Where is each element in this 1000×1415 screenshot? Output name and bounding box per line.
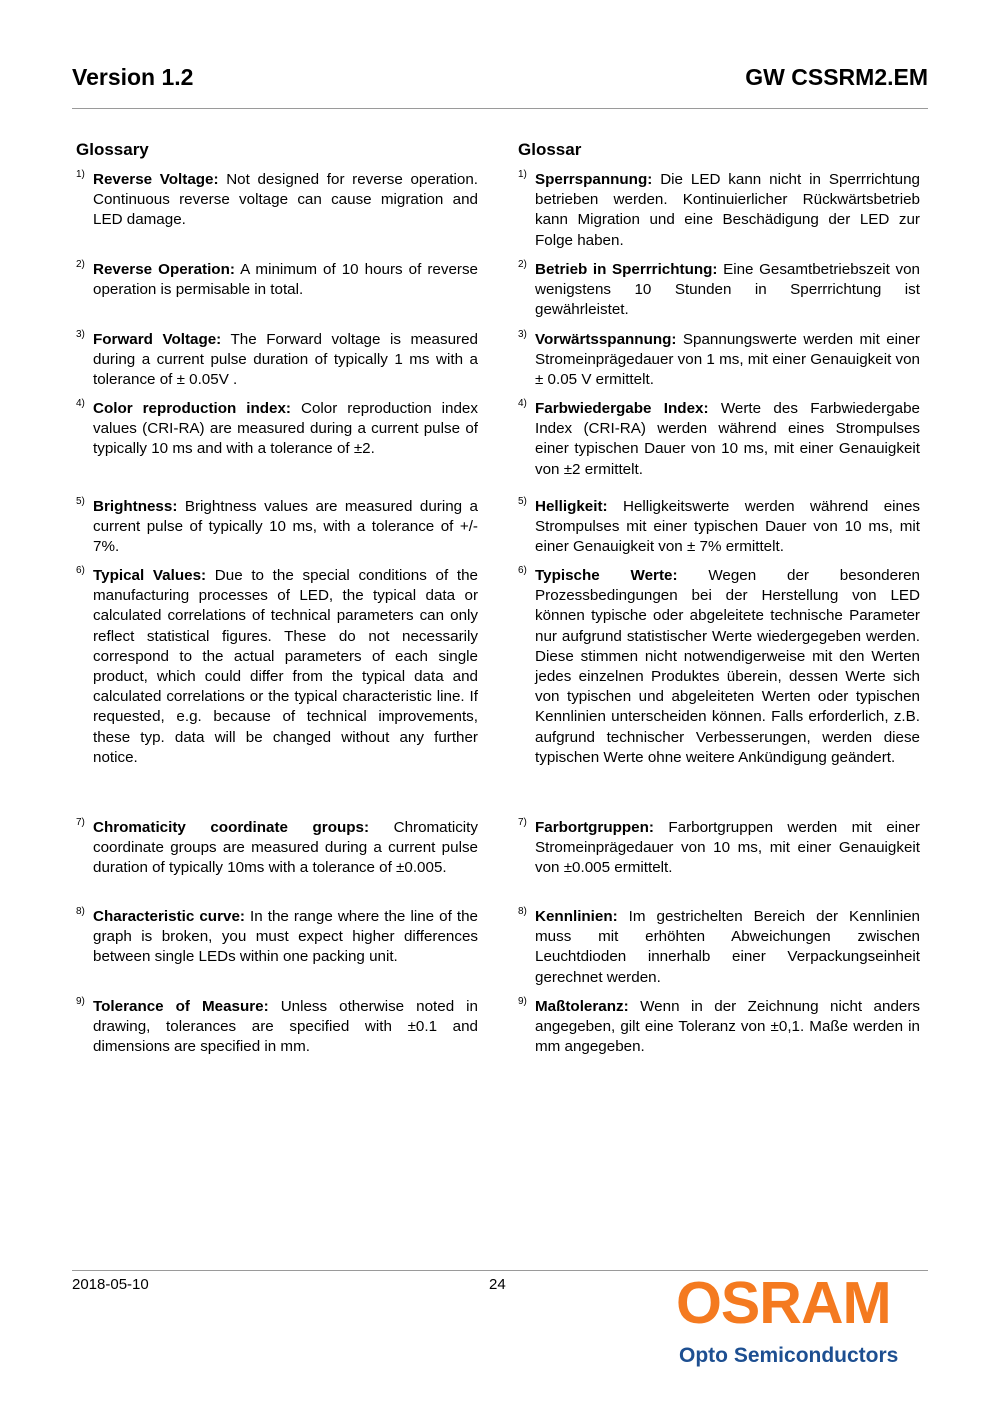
glossar-term: Sperrspannung: — [535, 171, 653, 188]
page-number: 24 — [489, 1276, 506, 1293]
glossary-item: 4) Color reproduction index: Color reproduction index values (CRI-RA) are measured during a current pulse of typically 10 ms and with a tolerance of ±2. — [76, 398, 478, 458]
glossar-item: 1) Sperrspannung: Die LED kann nicht in Sperrrichtung betrieben werden. Kontinuierlicher Rückwärtsbetrieb kann Migration und eine Beschädigung der LED zur Folge haben. — [518, 169, 920, 249]
glossary-item: 8) Characteristic curve: In the range where the line of the graph is broken, you must expect higher differences between single LEDs within one packing unit. — [76, 906, 478, 966]
footer-date: 2018-05-10 — [72, 1276, 149, 1293]
glossar-term: Maßtoleranz: — [535, 998, 629, 1015]
glossar-title: Glossar — [518, 140, 582, 159]
glossary-definition: The Forward voltage is measured during a current pulse duration of typically 1 ms with a tolerance of ± 0.05V . — [93, 331, 478, 389]
glossar-definition: Wegen der besonderen Prozessbedingungen bei der Herstellung von LED können typische oder abgeleitete technische Parameter nur aufgrund statistischer Werte wiedergegeben werden. Diese stimmen nicht notwendigerweise mit den Werten jedes einzelnen Produktes überein, dessen Werte sich von typischen und abgeleiteten Werten oder typischen Kennlinien unterscheiden können. Falls erforderlich, z.B. aufgrund technischer Verbesserungen, werden diese typischen Werte ohne weitere Ankündigung geändert. — [535, 567, 920, 766]
glossar-definition: Die LED kann nicht in Sperrrichtung betrieben werden. Kontinuierlicher Rückwärtsbetrieb kann Migration und eine Beschädigung der LED zur Folge haben. — [535, 171, 920, 249]
glossar-definition: Eine Gesamtbetriebszeit von wenigstens 10 Stunden in Sperrrichtung ist gewährleistet. — [535, 261, 920, 319]
glossary-term: Reverse Operation: — [93, 261, 235, 278]
glossary-term: Color reproduction index: — [93, 400, 291, 417]
osram-logo — [676, 1268, 938, 1380]
glossary-term: Reverse Voltage: — [93, 171, 219, 188]
glossar-term: Farbwiedergabe Index: — [535, 400, 709, 417]
glossary-term: Forward Voltage: — [93, 331, 222, 348]
glossar-term: Farbortgruppen: — [535, 819, 654, 836]
part-number: GW CSSRM2.EM — [745, 64, 928, 90]
glossary-definition: Brightness values are measured during a current pulse of typically 10 ms, with a tolerance of +/- 7%. — [93, 498, 478, 556]
glossar-item: 9) Maßtoleranz: Wenn in der Zeichnung nicht anders angegeben, gilt eine Toleranz von ±0,1. Maße werden in mm angegeben. — [518, 996, 920, 1056]
glossary-definition: A minimum of 10 hours of reverse operation is permisable in total. — [93, 261, 478, 299]
glossar-item: 4) Farbwiedergabe Index: Werte des Farbwiedergabe Index (CRI-RA) werden während eines Strompulses einer typischen Dauer von 10 ms, mit einer Genauigkeit von ±2 ermittelt. — [518, 398, 920, 478]
document-version: Version 1.2 — [72, 64, 194, 90]
glossar-definition: Werte des Farbwiedergabe Index (CRI-RA) werden während eines Strompulses einer typischen Dauer von 10 ms, mit einer Genauigkeit von ±2 ermittelt. — [535, 400, 920, 478]
glossary-term: Tolerance of Measure: — [93, 998, 269, 1015]
glossar-definition: Wenn in der Zeichnung nicht anders angegeben, gilt eine Toleranz von ±0,1. Maße werden in mm angegeben. — [535, 998, 920, 1056]
glossar-term: Helligkeit: — [535, 498, 608, 515]
glossary-definition: Color reproduction index values (CRI-RA) are measured during a current pulse of typically 10 ms and with a tolerance of ±2. — [93, 400, 478, 458]
glossar-term: Betrieb in Sperrrichtung: — [535, 261, 718, 278]
glossary-item: 2) Reverse Operation: A minimum of 10 hours of reverse operation is permisable in total. — [76, 259, 478, 299]
glossary-title: Glossary — [76, 140, 149, 159]
logo-brand-text: OSRAM — [676, 1270, 891, 1336]
logo-division-text: Opto Semiconductors — [679, 1344, 899, 1367]
glossar-term: Typische Werte: — [535, 567, 678, 584]
glossary-item: 5) Brightness: Brightness values are measured during a current pulse of typically 10 ms, with a tolerance of +/- 7%. — [76, 496, 478, 556]
glossar-item: 2) Betrieb in Sperrrichtung: Eine Gesamtbetriebszeit von wenigstens 10 Stunden in Sperrrichtung ist gewährleistet. — [518, 259, 920, 319]
glossary-term: Typical Values: — [93, 567, 207, 584]
glossary-term: Chromaticity coordinate groups: — [93, 819, 370, 836]
glossary-item: 7) Chromaticity coordinate groups: Chromaticity coordinate groups are measured during a current pulse duration of typically 10ms with a tolerance of ±0.005. — [76, 817, 478, 877]
glossary-item: 1) Reverse Voltage: Not designed for reverse operation. Continuous reverse voltage can cause migration and LED damage. — [76, 169, 478, 229]
glossar-term: Vorwärtsspannung: — [535, 331, 677, 348]
glossary-item: 9) Tolerance of Measure: Unless otherwise noted in drawing, tolerances are specified with ±0.1 and dimensions are specified in mm. — [76, 996, 478, 1056]
glossary-item: 3) Forward Voltage: The Forward voltage is measured during a current pulse duration of typically 1 ms with a tolerance of ± 0.05V . — [76, 329, 478, 389]
glossary-definition: Not designed for reverse operation. Continuous reverse voltage can cause migration and LED damage. — [93, 171, 478, 229]
glossar-definition: Farbortgruppen werden mit einer Stromeinprägedauer von 10 ms, mit einer Genauigkeit von ±0.005 ermittelt. — [535, 819, 920, 877]
glossar-definition: Helligkeitswerte werden während eines Strompulses mit einer typischen Dauer von 10 ms, mit einer Genauigkeit von ± 7% ermittelt. — [535, 498, 920, 556]
glossary-definition: Chromaticity coordinate groups are measured during a current pulse duration of typically 10ms with a tolerance of ±0.005. — [93, 819, 478, 877]
glossary-term: Characteristic curve: — [93, 908, 245, 925]
glossar-item: 5) Helligkeit: Helligkeitswerte werden während eines Strompulses mit einer typischen Dauer von 10 ms, mit einer Genauigkeit von ± 7% ermittelt. — [518, 496, 920, 556]
glossary-definition: Due to the special conditions of the manufacturing processes of LED, the typical data or calculated correlations of technical parameters can only reflect statistical figures. These do not necessarily correspond to the actual parameters of each single product, which could differ from the typical data and calculated correlations or the typical characteristic line. If requested, e.g. because of technical improvements, these typ. data will be changed without any further notice. — [93, 567, 478, 766]
glossar-definition: Im gestrichelten Bereich der Kennlinien muss mit erhöhten Abweichungen zwischen Leuchtdioden innerhalb einer Verpackungseinheit gerechnet werden. — [535, 908, 920, 986]
header-divider — [72, 108, 928, 109]
glossar-item: 8) Kennlinien: Im gestrichelten Bereich der Kennlinien muss mit erhöhten Abweichungen zwischen Leuchtdioden innerhalb einer Verpackungseinheit gerechnet werden. — [518, 906, 920, 986]
glossar-item: 3) Vorwärtsspannung: Spannungswerte werden mit einer Stromeinprägedauer von 1 ms, mit einer Genauigkeit von ± 0.05 V ermittelt. — [518, 329, 920, 389]
glossar-term: Kennlinien: — [535, 908, 618, 925]
glossary-item: 6) Typical Values: Due to the special conditions of the manufacturing processes of LED, the typical data or calculated correlations of technical parameters can only reflect statistical figures. These do not necessarily correspond to the actual parameters of each single product, which could differ from the typical data and calculated correlations or the typical characteristic line. If requested, e.g. because of technical improvements, these typ. data will be changed without any further notice. — [76, 565, 478, 766]
glossar-item: 6) Typische Werte: Wegen der besonderen Prozessbedingungen bei der Herstellung von LED können typische oder abgeleitete technische Parameter nur aufgrund statistischer Werte wiedergegeben werden. Diese stimmen nicht notwendigerweise mit den Werten jedes einzelnen Produktes überein, dessen Werte sich von typischen und abgeleiteten Werten oder typischen Kennlinien unterscheiden können. Falls erforderlich, z.B. aufgrund technischer Verbesserungen, werden diese typischen Werte ohne weitere Ankündigung geändert. — [518, 565, 920, 766]
glossary-definition: Unless otherwise noted in drawing, tolerances are specified with ±0.1 and dimensions are specified in mm. — [93, 998, 478, 1056]
glossary-term: Brightness: — [93, 498, 178, 515]
glossar-definition: Spannungswerte werden mit einer Stromeinprägedauer von 1 ms, mit einer Genauigkeit von ± 0.05 V ermittelt. — [535, 331, 920, 389]
glossar-item: 7) Farbortgruppen: Farbortgruppen werden mit einer Stromeinprägedauer von 10 ms, mit einer Genauigkeit von ±0.005 ermittelt. — [518, 817, 920, 877]
glossary-definition: In the range where the line of the graph is broken, you must expect higher differences between single LEDs within one packing unit. — [93, 908, 478, 966]
